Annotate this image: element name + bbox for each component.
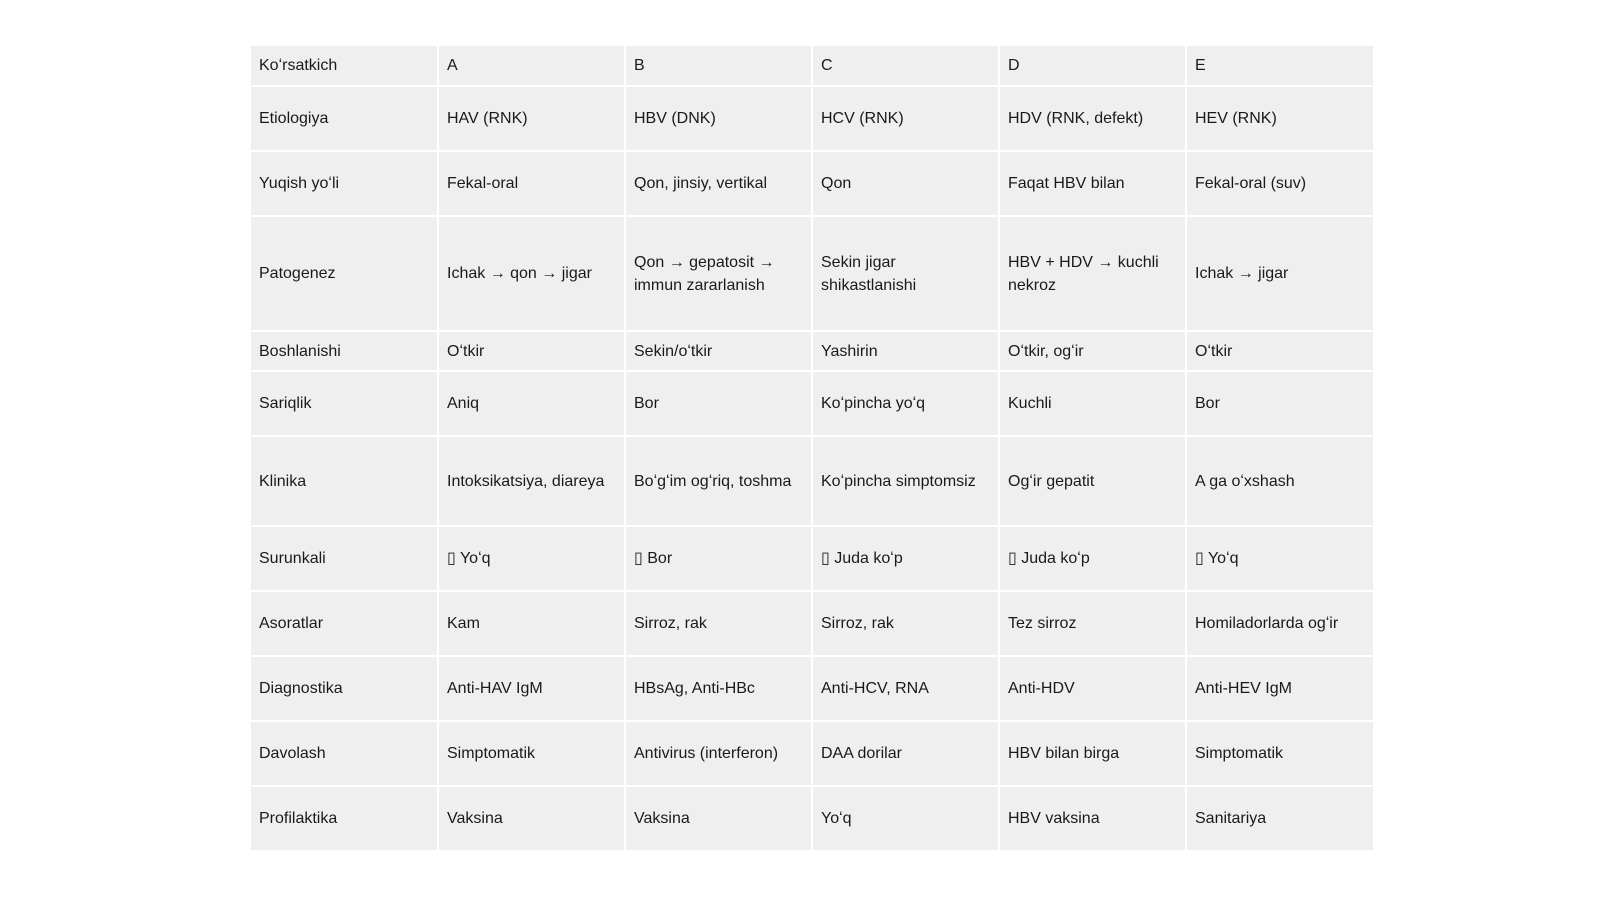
table-cell: Qon xyxy=(812,151,999,216)
table-row-davolash xyxy=(251,721,1373,786)
row-label: Diagnostika xyxy=(251,656,438,721)
table-cell: Homiladorlarda ogʻir xyxy=(1186,591,1373,656)
table-cell: Sanitariya xyxy=(1186,786,1373,850)
header-cell-c: C xyxy=(812,46,999,86)
table-cell: Bor xyxy=(625,371,812,436)
table-cell: Fekal-oral xyxy=(438,151,625,216)
table-cell: Oʻtkir xyxy=(1186,331,1373,371)
table-row-asoratlar xyxy=(251,591,1373,656)
row-label: Yuqish yoʻli xyxy=(251,151,438,216)
table-cell: ▯ Juda koʻp xyxy=(812,526,999,591)
table-cell: ▯ Bor xyxy=(625,526,812,591)
table-cell: Ichak → qon → jigar xyxy=(438,216,625,331)
table-cell: HBV vaksina xyxy=(999,786,1186,850)
table-cell: Simptomatik xyxy=(1186,721,1373,786)
header-cell-d: D xyxy=(999,46,1186,86)
table-cell: HBV bilan birga xyxy=(999,721,1186,786)
table-cell: Faqat HBV bilan xyxy=(999,151,1186,216)
header-cell-e: E xyxy=(1186,46,1373,86)
table-cell: Oʻtkir, ogʻir xyxy=(999,331,1186,371)
hepatitis-comparison-table-container xyxy=(251,46,1373,850)
table-cell: HAV (RNK) xyxy=(438,86,625,151)
table-cell: ▯ Juda koʻp xyxy=(999,526,1186,591)
table-row-yuqish-yoli xyxy=(251,151,1373,216)
table-cell: Bor xyxy=(1186,371,1373,436)
table-cell: Kuchli xyxy=(999,371,1186,436)
table-row-klinika xyxy=(251,436,1373,526)
table-cell: Koʻpincha yoʻq xyxy=(812,371,999,436)
table-cell: Ogʻir gepatit xyxy=(999,436,1186,526)
table-cell: Intoksikatsiya, diareya xyxy=(438,436,625,526)
table-cell: Fekal-oral (suv) xyxy=(1186,151,1373,216)
table-cell: Anti-HEV IgM xyxy=(1186,656,1373,721)
table-cell: Tez sirroz xyxy=(999,591,1186,656)
table-cell: Ichak → jigar xyxy=(1186,216,1373,331)
table-cell: Koʻpincha simptomsiz xyxy=(812,436,999,526)
row-label: Davolash xyxy=(251,721,438,786)
table-row-boshlanishi xyxy=(251,331,1373,371)
table-cell: Oʻtkir xyxy=(438,331,625,371)
row-label: Surunkali xyxy=(251,526,438,591)
table-cell: Qon, jinsiy, vertikal xyxy=(625,151,812,216)
row-label: Asoratlar xyxy=(251,591,438,656)
header-cell-a: A xyxy=(438,46,625,86)
table-cell: Anti-HAV IgM xyxy=(438,656,625,721)
hepatitis-comparison-table xyxy=(251,46,1373,850)
table-cell: Vaksina xyxy=(625,786,812,850)
table-cell: Kam xyxy=(438,591,625,656)
table-row-diagnostika xyxy=(251,656,1373,721)
table-cell: Sirroz, rak xyxy=(625,591,812,656)
table-cell: Anti-HCV, RNA xyxy=(812,656,999,721)
table-cell: Yoʻq xyxy=(812,786,999,850)
row-label: Klinika xyxy=(251,436,438,526)
table-cell: HCV (RNK) xyxy=(812,86,999,151)
table-cell: HDV (RNK, defekt) xyxy=(999,86,1186,151)
table-cell: A ga oʻxshash xyxy=(1186,436,1373,526)
row-label: Etiologiya xyxy=(251,86,438,151)
table-cell: Simptomatik xyxy=(438,721,625,786)
table-cell: Aniq xyxy=(438,371,625,436)
table-cell: Vaksina xyxy=(438,786,625,850)
table-cell: Sekin/oʻtkir xyxy=(625,331,812,371)
table-cell: HBV (DNK) xyxy=(625,86,812,151)
table-row-patogenez xyxy=(251,216,1373,331)
table-cell: Sirroz, rak xyxy=(812,591,999,656)
table-cell: HEV (RNK) xyxy=(1186,86,1373,151)
table-cell: Boʻgʻim ogʻriq, toshma xyxy=(625,436,812,526)
table-cell: Qon → gepatosit → immun zararlanish xyxy=(625,216,812,331)
table-cell: Anti-HDV xyxy=(999,656,1186,721)
table-cell: DAA dorilar xyxy=(812,721,999,786)
table-cell: HBsAg, Anti-HBc xyxy=(625,656,812,721)
table-header-row xyxy=(251,46,1373,86)
table-cell: Yashirin xyxy=(812,331,999,371)
table-row-profilaktika xyxy=(251,786,1373,850)
header-cell-indicator: Koʻrsatkich xyxy=(251,46,438,86)
row-label: Patogenez xyxy=(251,216,438,331)
table-cell: Antivirus (interferon) xyxy=(625,721,812,786)
table-row-surunkali xyxy=(251,526,1373,591)
row-label: Profilaktika xyxy=(251,786,438,850)
header-cell-b: B xyxy=(625,46,812,86)
table-row-etiologiya xyxy=(251,86,1373,151)
table-cell: ▯ Yoʻq xyxy=(1186,526,1373,591)
table-cell: Sekin jigar shikastlanishi xyxy=(812,216,999,331)
table-cell: HBV + HDV → kuchli nekroz xyxy=(999,216,1186,331)
row-label: Boshlanishi xyxy=(251,331,438,371)
table-row-sariqlik xyxy=(251,371,1373,436)
row-label: Sariqlik xyxy=(251,371,438,436)
table-cell: ▯ Yoʻq xyxy=(438,526,625,591)
